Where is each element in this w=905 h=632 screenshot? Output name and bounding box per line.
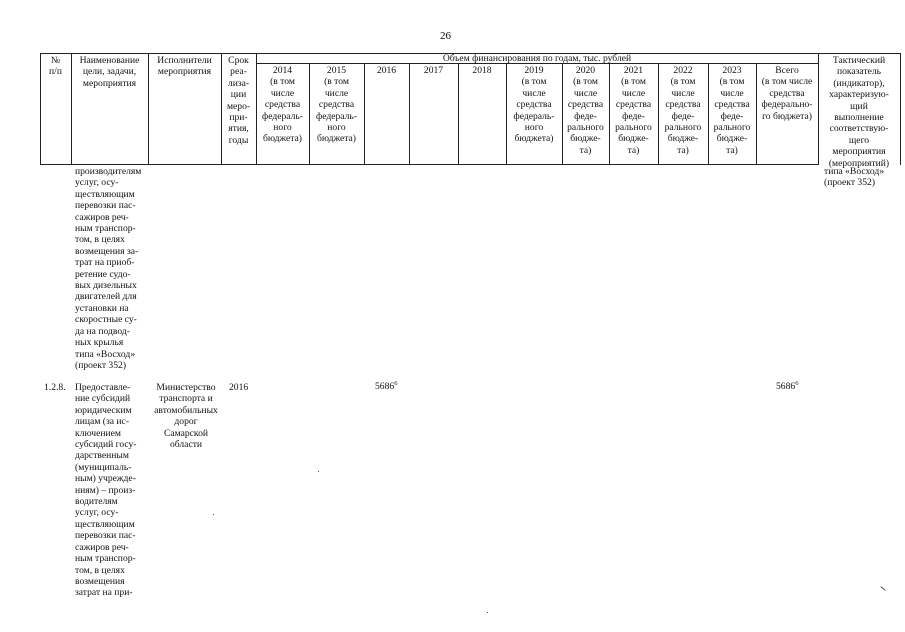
row-128-term: 2016	[229, 382, 249, 393]
row-128-total	[776, 381, 798, 392]
scan-speck	[487, 612, 488, 613]
row-128-value-2016	[375, 381, 397, 392]
header-year-2022: 2022 (в том числе средства феде- рального бюдже- та)	[664, 65, 702, 156]
value-2016-footnote: 6	[394, 379, 398, 387]
header-col-number: № п/п	[49, 55, 62, 78]
value-2016-number: 5686	[375, 381, 395, 392]
header-year-2017: 2017	[423, 65, 444, 76]
header-year-2019: 2019 (в том числе средства федераль- ного бюджета)	[513, 65, 555, 145]
page-number: 26	[440, 30, 451, 42]
grid-line	[409, 63, 410, 165]
continued-row-indicator: типа «Восход» (проект 352)	[824, 166, 885, 189]
header-year-2018: 2018	[472, 65, 492, 76]
header-year-2023: 2023 (в том числе средства феде- рального бюдже- та)	[713, 65, 751, 156]
scan-speck	[318, 471, 319, 472]
total-footnote: 6	[795, 379, 799, 387]
row-128-name: Предоставле- ние субсидий юридическим лицам (за ис- ключением субсидий госу- дарственным (муниципаль- ным) учрежде- ниям) – произ- водителям услуг, осу- ществляющим перевозки пас- сажиров реч- ным транспор- том, в целях возмещения затрат на при-	[75, 382, 137, 599]
row-128-number: 1.2.8.	[44, 382, 66, 393]
scan-speck	[213, 514, 214, 515]
grid-line	[40, 164, 818, 165]
total-number: 5686	[776, 381, 796, 392]
header-year-2020: 2020 (в том числе средства феде- рального бюдже- та)	[567, 65, 604, 156]
scan-speck	[880, 586, 885, 591]
header-col-term: Срок реа- лиза- ции меро- при- ятия, годы	[226, 55, 251, 146]
header-col-executor: Исполнители мероприятия	[157, 55, 212, 78]
grid-line	[458, 63, 459, 165]
grid-line	[900, 53, 901, 165]
header-col-indicator: Тактический показатель (индикатор), характеризую- щий выполнение соответствую- щего мероприятия (мероприятий)	[828, 55, 890, 169]
header-year-2021: 2021 (в том числе средства феде- рального бюдже- та)	[615, 65, 652, 156]
header-col-name: Наименование цели, задачи, мероприятия	[79, 55, 140, 89]
continued-row-name: производителям услуг, осу- ществляющим перевозки пас- сажиров реч- ным транспор- том, в целях возмещения за- трат на приоб- ретение судо- вых дизельных двигателей для установки на скоростные су- да на подвод- ных крылья типа «Восход» (проект 352)	[75, 166, 142, 371]
grid-line	[364, 63, 365, 165]
row-128-executor: Министерство транспорта и автомобильных дорог Самарской области	[154, 382, 218, 451]
header-year-2016: 2016	[376, 65, 397, 76]
header-funding-title: Объем финансирования по годам, тыс. рублей	[442, 53, 632, 64]
header-col-total: Всего (в том числе средства федерально- го бюджета)	[761, 65, 813, 122]
header-year-2014: 2014 (в том числе средства федераль- ного бюджета)	[262, 65, 303, 145]
header-year-2015: 2015 (в том числе средства федераль- ного бюджета)	[316, 65, 357, 145]
